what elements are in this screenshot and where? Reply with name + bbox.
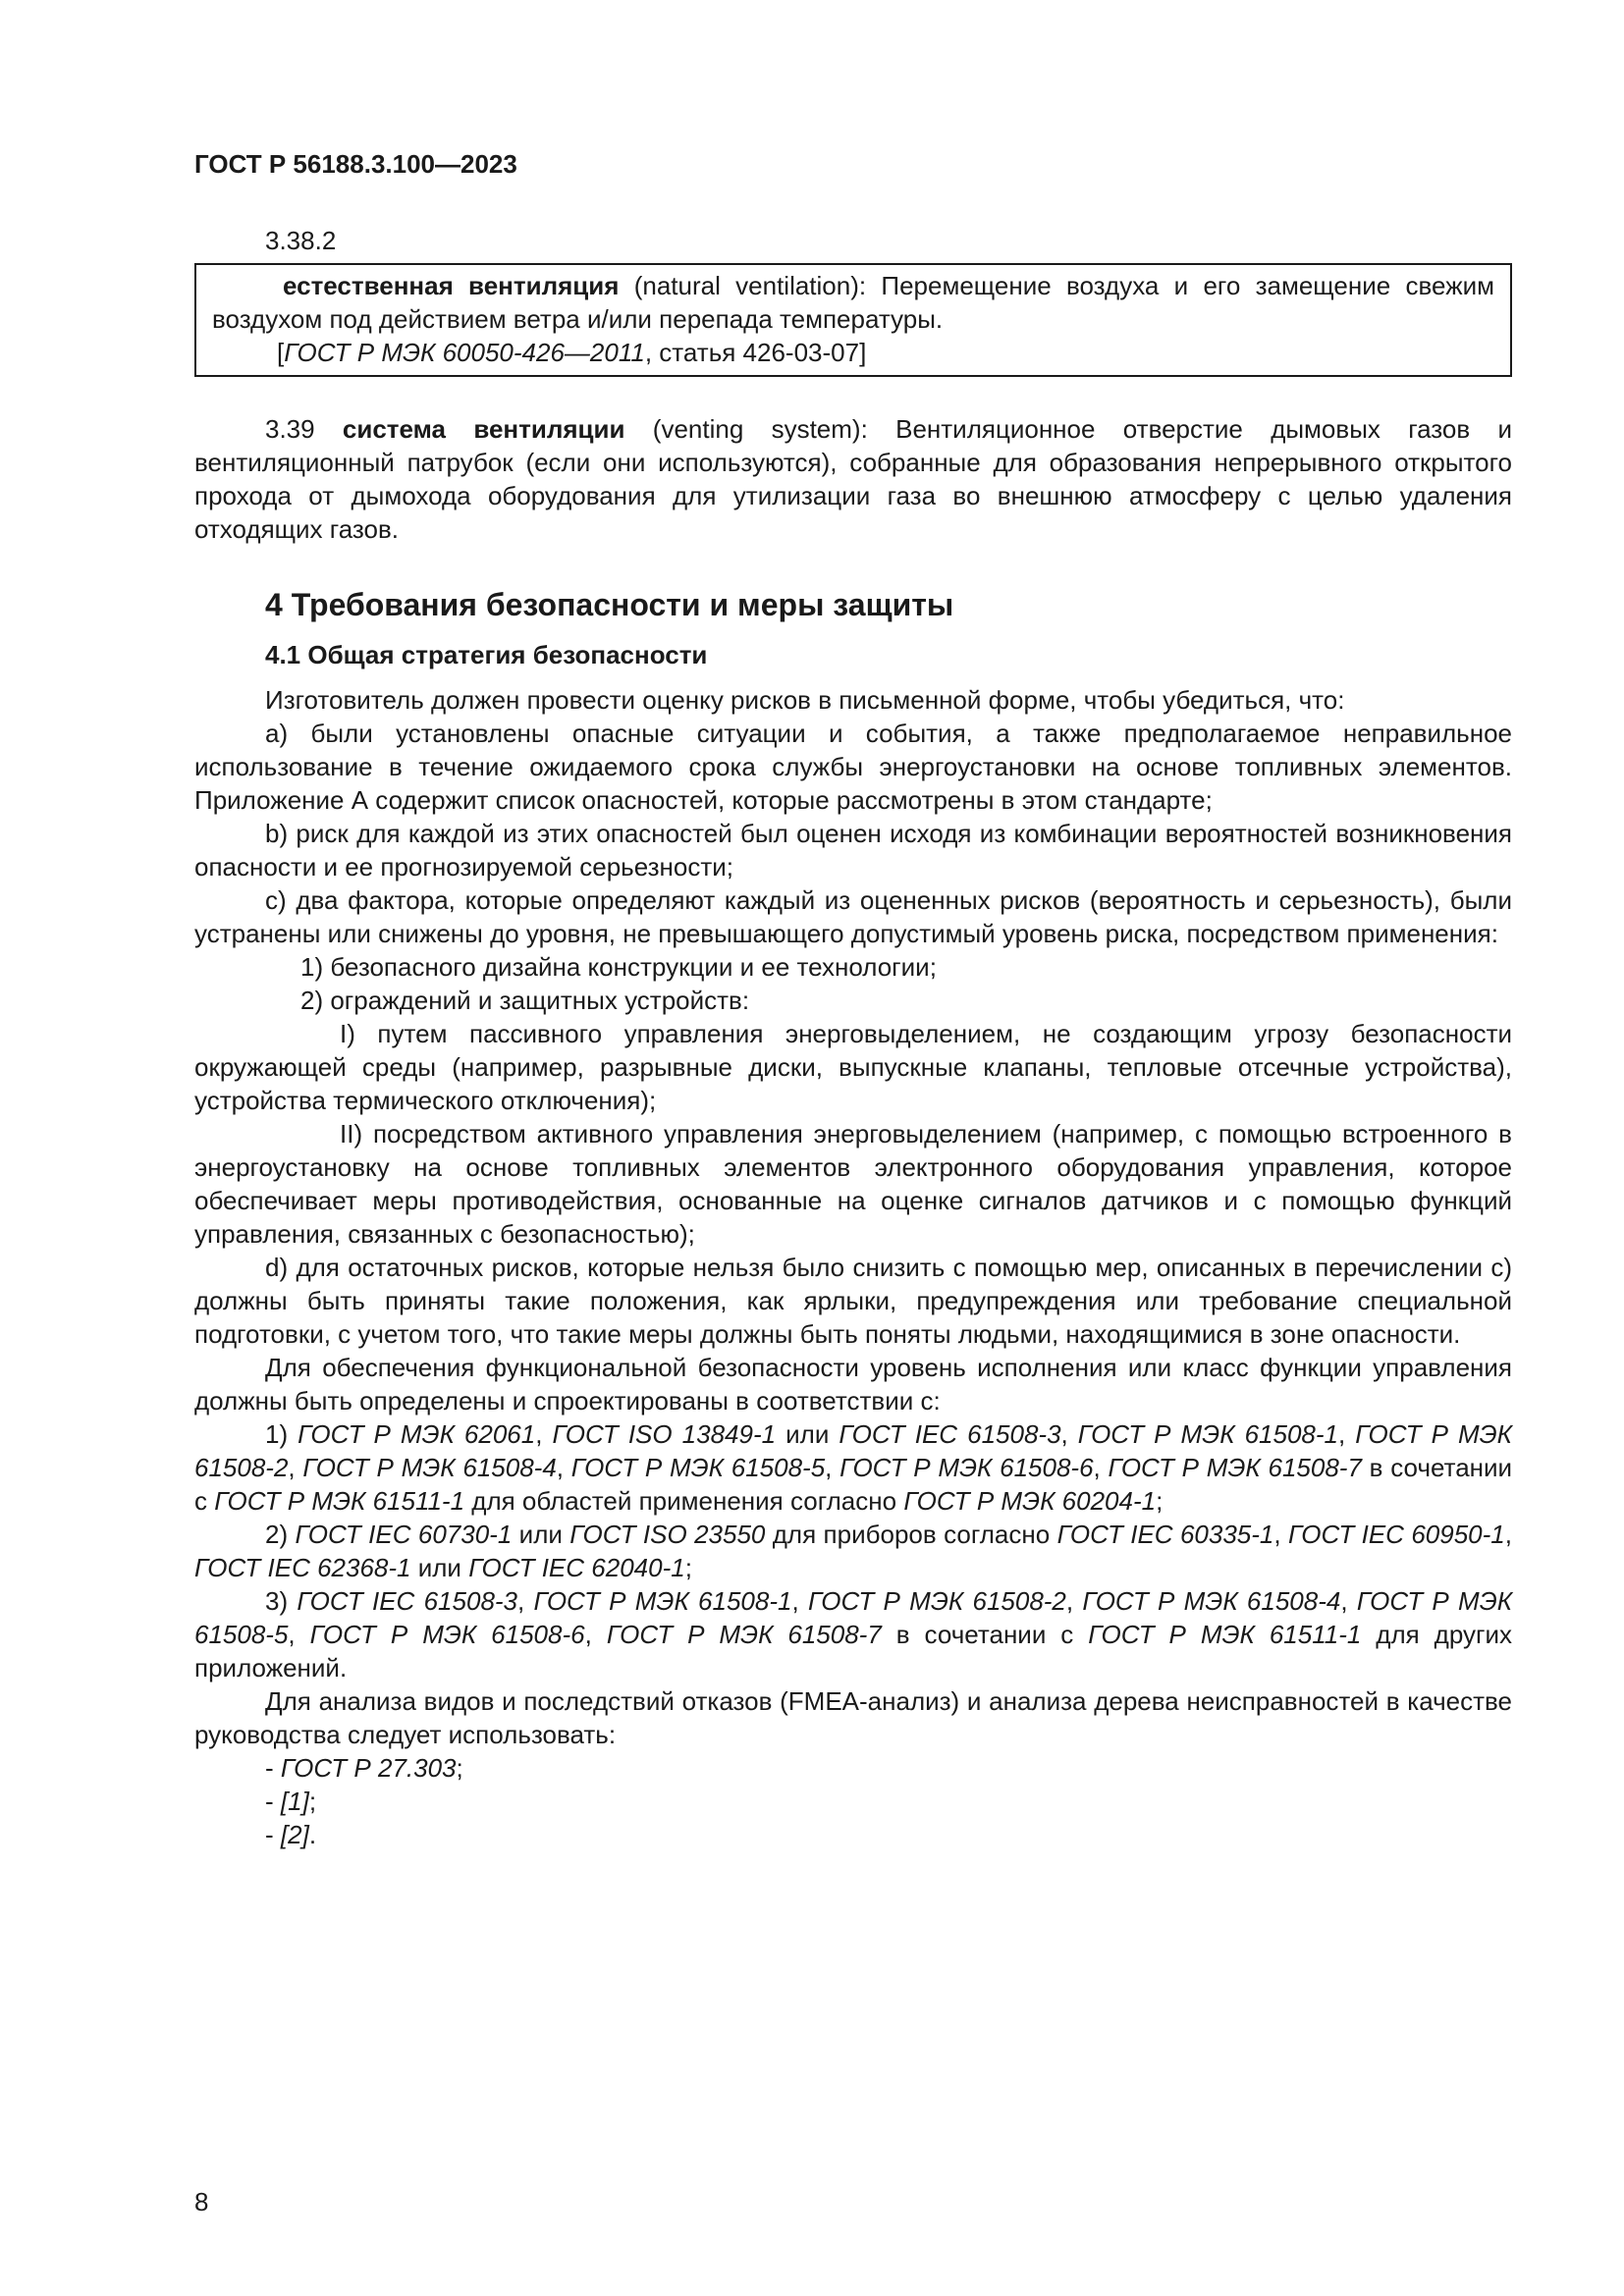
- list-item-c2: 2) ограждений и защитных устройств:: [300, 986, 750, 1015]
- term-definition-text: (natural ventilation): Перемещение воздуха и его замещение свежим воздухом под действием ветра и/или перепада температуры.: [212, 271, 1494, 334]
- section-heading-4: 4 Требования безопасности и меры защиты: [265, 587, 954, 622]
- list-item-d: d) для остаточных рисков, которые нельзя было снизить с помощью мер, описанных в перечислении с) должны быть приняты такие положения, как ярлыки, предупреждения или требование специальной подготовки, с учетом того, что такие меры должны быть поняты людьми, находящимися в зоне опасности.: [194, 1253, 1512, 1349]
- bibliography-reference: [2]: [280, 1820, 309, 1849]
- list-item-c: c) два фактора, которые определяют каждый из оцененных рисков (вероятность и серьезность), были устранены или снижены до уровня, не превышающего допустимый уровень риска, посредством применения:: [194, 885, 1512, 948]
- page-body: [194, 224, 1512, 1851]
- list-item-c1: 1) безопасного дизайна конструкции и ее технологии;: [300, 952, 937, 982]
- subsection-heading-4-1: 4.1 Общая стратегия безопасности: [265, 640, 708, 669]
- paragraph-intro: Изготовитель должен провести оценку рисков в письменной форме, чтобы убедиться, что:: [265, 685, 1345, 715]
- term-source-reference: [ГОСТ Р МЭК 60050-426—2011, статья 426-03-07]: [277, 338, 867, 367]
- paragraph-fmea: Для анализа видов и последствий отказов (FMEA-анализ) и анализа дерева неисправностей в качестве руководства следует использовать:: [194, 1686, 1512, 1749]
- page-number: 8: [194, 2187, 209, 2216]
- term-name: естественная вентиляция: [283, 271, 620, 300]
- standard-reference: ГОСТ Р МЭК 60050-426—2011: [284, 338, 645, 367]
- dash-list-item: - [1];: [265, 1787, 317, 1816]
- clause-number-3-38-2: 3.38.2: [265, 226, 337, 255]
- list-item-c2-ii: II) посредством активного управления энерговыделением (например, с помощью встроенного в энергоустановку на основе топливных элементов электронного оборудования управления, которое обеспечивает меры противодействия, основанные на оценке сигналов датчиков и с помощью функций управления, связанных с безопасностью);: [194, 1119, 1512, 1249]
- dash-list-item: - ГОСТ Р 27.303;: [265, 1753, 463, 1783]
- list-item-a: a) были установлены опасные ситуации и события, а также предполагаемое неправильное использование в течение ожидаемого срока службы энергоустановки на основе топливных элементов. Приложение А содержит список опасностей, которые рассмотрены в этом стандарте;: [194, 719, 1512, 815]
- term-definition-natural-ventilation: [212, 269, 1494, 336]
- list-item-b: b) риск для каждой из этих опасностей был оценен исходя из комбинации вероятностей возникновения опасности и ее прогнозируемой серьезности;: [194, 819, 1512, 881]
- standards-list-item-3: 3) ГОСТ IEC 61508-3, ГОСТ Р МЭК 61508-1, ГОСТ Р МЭК 61508-2, ГОСТ Р МЭК 61508-4, ГОСТ Р МЭК 61508-5, ГОСТ Р МЭК 61508-6, ГОСТ Р МЭК 61508-7 в сочетании с ГОСТ Р МЭК 61511-1 для других приложений.: [194, 1586, 1513, 1682]
- document-code-header: ГОСТ Р 56188.3.100—2023: [194, 149, 517, 179]
- standards-list-item-1: 1) ГОСТ Р МЭК 62061, ГОСТ ISO 13849-1 или ГОСТ IEC 61508-3, ГОСТ Р МЭК 61508-1, ГОСТ Р МЭК 61508-2, ГОСТ Р МЭК 61508-4, ГОСТ Р МЭК 61508-5, ГОСТ Р МЭК 61508-6, ГОСТ Р МЭК 61508-7 в сочетании с ГОСТ Р МЭК 61511-1 для областей применения согласно ГОСТ Р МЭК 60204-1;: [194, 1419, 1513, 1516]
- dash-list-item: - [2].: [265, 1820, 317, 1849]
- list-item-c2-i: I) путем пассивного управления энерговыделением, не создающим угрозу безопасности окружающей среды (например, разрывные диски, выпускные клапаны, тепловые отсечные устройства), устройства термического отключения);: [194, 1019, 1512, 1115]
- standard-reference: ГОСТ Р 27.303: [280, 1753, 457, 1783]
- paragraph-functional-safety: Для обеспечения функциональной безопасности уровень исполнения или класс функции управления должны быть определены и спроектированы в соответствии с:: [194, 1353, 1512, 1415]
- clause-3-39: 3.39 система вентиляции (venting system): Вентиляционное отверстие дымовых газов и вентиляционный патрубок (если они используются), собранные для образования непрерывного открытого прохода от дымохода оборудования для утилизации газа во внешнюю атмосферу с целью удаления отходящих газов.: [194, 414, 1512, 544]
- term-name: система вентиляции: [342, 414, 625, 444]
- bibliography-reference: [1]: [280, 1787, 309, 1816]
- standards-list-item-2: 2) ГОСТ IEC 60730-1 или ГОСТ ISO 23550 для приборов согласно ГОСТ IEC 60335-1, ГОСТ IEC 60950-1, ГОСТ IEC 62368-1 или ГОСТ IEC 62040-1;: [194, 1520, 1512, 1582]
- term-definition-box: [194, 263, 1512, 377]
